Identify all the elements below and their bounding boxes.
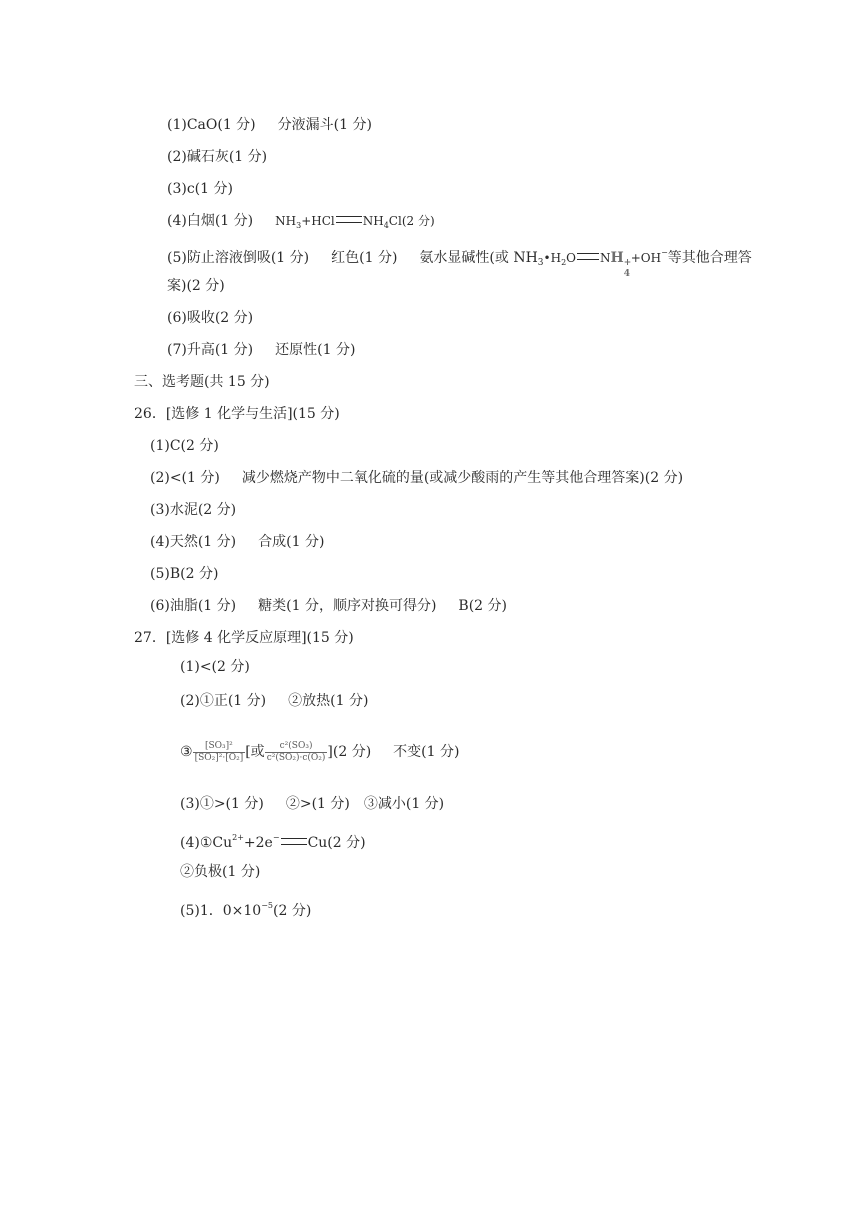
equilibrium-sign	[577, 253, 599, 260]
q27-line-3: ③ $\frac{\text{[SO₃]²}}{\text{[SO₂]²·[O₂]}}$ [或 $\frac{\text{c²(SO₃)}}{\text{c²(SO₂)·c(O₂)}}$ ](2 分) 不变(1 分)	[180, 740, 460, 763]
equals-sign	[281, 838, 307, 845]
q27-line-6: ②负极(1 分)	[180, 864, 261, 880]
answer-line-3: (3)c(1 分)	[167, 181, 233, 197]
answer-line-1: (1)CaO(1 分) 分液漏斗(1 分)	[167, 117, 372, 133]
equilibrium-constant-fraction: $\frac{\text{[SO₃]²}}{\text{[SO₂]²·[O₂]}}$	[194, 740, 244, 763]
equation-nh3-hcl: $NH_3+HCl$ $NH_4Cl(2$ 分)	[275, 214, 435, 230]
concentration-fraction: $\frac{\text{c²(SO₃)}}{\text{c²(SO₂)·c(O₂)}}$	[266, 740, 326, 763]
q26-line-4: (4)天然(1 分) 合成(1 分)	[150, 534, 325, 550]
answer-line-6: (6)吸收(2 分)	[167, 310, 254, 326]
q26-line-5: (5)B(2 分)	[150, 566, 219, 582]
answer-line-2: (2)碱石灰(1 分)	[167, 149, 268, 165]
q26-line-1: (1)C(2 分)	[150, 438, 219, 454]
section-3-title: 三、选考题(共 15 分)	[134, 374, 270, 390]
ammonia-equation: 氨水显碱性(或 $NH_3•H_2O$ NH + 4 +OH−等其他合理答	[419, 248, 752, 279]
q27-line-1: (1)<(2 分)	[180, 659, 250, 675]
q27-line-5: $(4)①Cu^{2+}+2e^-$ Cu(2 分)	[180, 833, 366, 851]
answer-line-7: (7)升高(1 分) 还原性(1 分)	[167, 342, 356, 358]
q26-line-6: (6)油脂(1 分) 糖类(1 分，顺序对换可得分) B(2 分)	[150, 598, 507, 614]
question-26-title: 26．[选修 1 化学与生活](15 分)	[134, 406, 340, 422]
answer-line-4: (4)白烟(1 分) $NH_3+HCl$ $NH_4Cl(2$ 分)	[167, 213, 435, 230]
q27-line-4: (3)①>(1 分) ②>(1 分) ③减小(1 分)	[180, 796, 445, 812]
q27-line-7: (5)1．$0\times 10^{-5}(2$ 分)	[180, 901, 312, 919]
answer-line-5: (5)防止溶液倒吸(1 分) 红色(1 分) 氨水显碱性(或 $NH_3•H_2O$ NH + 4 +OH−等其他合理答	[167, 248, 752, 279]
answer-line-5b: 案)(2 分)	[167, 278, 225, 294]
question-27-title: 27．[选修 4 化学反应原理](15 分)	[134, 630, 354, 646]
q26-line-2: (2)<(1 分) 减少燃烧产物中二氧化硫的量(或减少酸雨的产生等其他合理答案)(2 分)	[150, 470, 684, 486]
q27-line-2: (2)①正(1 分) ②放热(1 分)	[180, 693, 369, 709]
equals-sign	[336, 216, 362, 223]
q26-line-3: (3)水泥(2 分)	[150, 502, 237, 518]
ammonium-ion: H + 4	[610, 250, 632, 279]
